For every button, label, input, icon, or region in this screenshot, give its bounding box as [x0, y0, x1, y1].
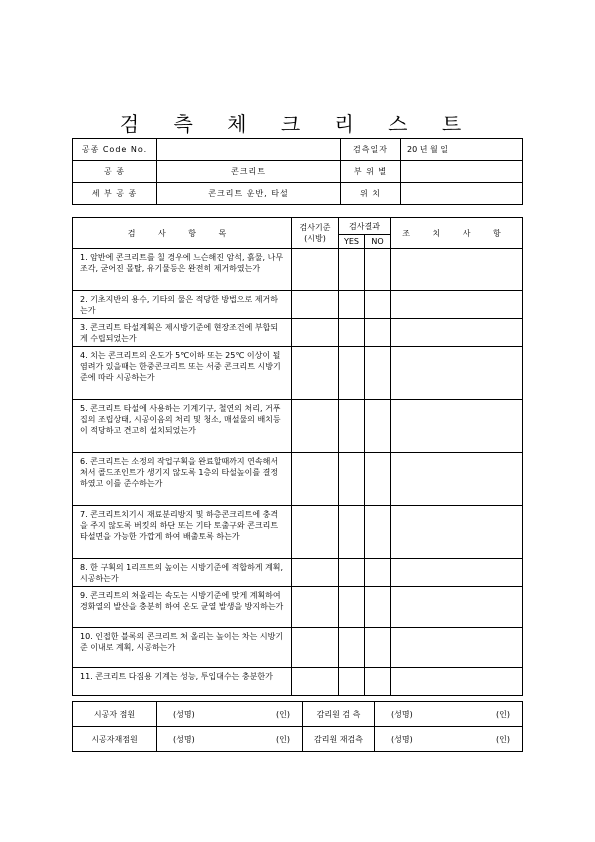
dept-field[interactable]	[401, 161, 523, 183]
no-cell[interactable]	[365, 249, 391, 291]
action-cell[interactable]	[391, 506, 523, 559]
basis-cell[interactable]	[292, 559, 339, 587]
supervisor-signature-field[interactable]	[375, 702, 523, 727]
basis-cell[interactable]	[292, 668, 339, 696]
supervisor-recheck-role: 감리원 재검측	[303, 727, 375, 752]
date-field[interactable]: 20 년 월 일	[401, 139, 523, 161]
seal-label: (인)	[496, 735, 510, 744]
supervisor-role: 감리원 검 측	[303, 702, 375, 727]
col-item-header: 검 사 항 목	[73, 218, 292, 249]
contractor-recheck-role: 시공자재점원	[73, 727, 157, 752]
col-basis-sub: (시방)	[304, 234, 326, 243]
action-cell[interactable]	[391, 628, 523, 668]
check-item: 3. 콘크리트 타설계획은 제시방기준에 현장조건에 부합되게 수립되었는가	[73, 319, 292, 347]
no-cell[interactable]	[365, 453, 391, 506]
type-field[interactable]: 콘크리트	[157, 161, 341, 183]
check-item: 10. 인접한 블록의 콘크리트 쳐 올리는 높이는 차는 시방기준 이내로 계획, 시공하는가	[73, 628, 292, 668]
seal-label: (인)	[496, 710, 510, 719]
supervisor-recheck-signature-field[interactable]	[375, 727, 523, 752]
dept-label: 부 위 별	[341, 161, 401, 183]
basis-cell[interactable]	[292, 249, 339, 291]
basis-cell[interactable]	[292, 628, 339, 668]
action-cell[interactable]	[391, 400, 523, 453]
yes-cell[interactable]	[339, 668, 365, 696]
check-item: 9. 콘크리트의 쳐올리는 속도는 시방기준에 맞게 계획하여 경화열의 발산을 충분히 하여 온도 균열 발생을 방지하는가	[73, 587, 292, 628]
col-result-header: 검사결과	[339, 218, 391, 235]
checklist-row	[73, 587, 523, 628]
checklist-row	[73, 668, 523, 696]
date-label: 검측일자	[341, 139, 401, 161]
yes-cell[interactable]	[339, 453, 365, 506]
basis-cell[interactable]	[292, 587, 339, 628]
basis-cell[interactable]	[292, 453, 339, 506]
checklist-row	[73, 506, 523, 559]
yes-cell[interactable]	[339, 319, 365, 347]
col-yes-header: YES	[339, 235, 365, 249]
checklist-row	[73, 319, 523, 347]
basis-cell[interactable]	[292, 347, 339, 400]
no-cell[interactable]	[365, 628, 391, 668]
col-action-header: 조 치 사 항	[391, 218, 523, 249]
checklist-row	[73, 249, 523, 291]
contractor-signature-field[interactable]	[157, 702, 303, 727]
basis-cell[interactable]	[292, 319, 339, 347]
location-field[interactable]	[401, 183, 523, 205]
check-item: 7. 콘크리트치기시 재료분리방지 및 하층콘크리트에 충격을 주지 않도록 버킷의 하단 또는 기타 토출구와 콘크리트 타설면을 가능한 가깝게 하여 배출토록 하는가	[73, 506, 292, 559]
code-label: 공종 Code No.	[73, 139, 157, 161]
check-item: 2. 기초지반의 용수, 기타의 물은 적당한 방법으로 제거하는가	[73, 291, 292, 319]
action-cell[interactable]	[391, 291, 523, 319]
yes-cell[interactable]	[339, 347, 365, 400]
no-cell[interactable]	[365, 347, 391, 400]
no-cell[interactable]	[365, 506, 391, 559]
checklist-row	[73, 453, 523, 506]
name-label: (성명)	[173, 734, 195, 744]
checklist-row	[73, 291, 523, 319]
action-cell[interactable]	[391, 559, 523, 587]
no-cell[interactable]	[365, 587, 391, 628]
code-field[interactable]	[157, 139, 341, 161]
col-basis-label: 검사기준	[299, 223, 331, 232]
yes-cell[interactable]	[339, 249, 365, 291]
check-item: 11. 콘크리트 다짐용 기계는 성능, 투입대수는 충분한가	[73, 668, 292, 696]
sub-type-label: 세 부 공 종	[73, 183, 157, 205]
check-item: 5. 콘크리트 타설에 사용하는 기계기구, 철연의 처리, 거푸집의 조립상태, 시공이음의 처리 및 청소, 매설물의 배치등이 적당하고 견고히 설치되었는가	[73, 400, 292, 453]
basis-cell[interactable]	[292, 400, 339, 453]
checklist-row	[73, 628, 523, 668]
no-cell[interactable]	[365, 559, 391, 587]
action-cell[interactable]	[391, 587, 523, 628]
check-item: 6. 콘크리트는 소정의 작업구획을 완료할때까지 연속해서 쳐서 콜드조인트가 생기지 않도록 1층의 타설높이를 결정하였고 이를 준수하는가	[73, 453, 292, 506]
yes-cell[interactable]	[339, 587, 365, 628]
seal-label: (인)	[276, 710, 290, 719]
contractor-role: 시공자 점원	[73, 702, 157, 727]
check-item: 8. 한 구획의 1리프트의 높이는 시방기준에 적합하게 계획, 시공하는가	[73, 559, 292, 587]
signature-table	[72, 701, 523, 752]
page-title: 검 측 체 크 리 스 트	[119, 112, 476, 136]
name-label: (성명)	[173, 709, 195, 719]
sub-type-field[interactable]: 콘크리트 운반, 타설	[157, 183, 341, 205]
yes-cell[interactable]	[339, 559, 365, 587]
no-cell[interactable]	[365, 400, 391, 453]
check-item: 4. 치는 콘크리트의 온도가 5℃이하 또는 25℃ 이상이 될 염려가 있을때는 한중콘크리트 또는 서중 콘크리트 시방기준에 따라 시공하는가	[73, 347, 292, 400]
col-basis-header	[292, 218, 339, 249]
checklist-row	[73, 400, 523, 453]
yes-cell[interactable]	[339, 628, 365, 668]
name-label: (성명)	[391, 734, 413, 744]
no-cell[interactable]	[365, 291, 391, 319]
no-cell[interactable]	[365, 319, 391, 347]
location-label: 위 치	[341, 183, 401, 205]
no-cell[interactable]	[365, 668, 391, 696]
basis-cell[interactable]	[292, 291, 339, 319]
action-cell[interactable]	[391, 319, 523, 347]
action-cell[interactable]	[391, 668, 523, 696]
yes-cell[interactable]	[339, 506, 365, 559]
name-label: (성명)	[391, 709, 413, 719]
action-cell[interactable]	[391, 347, 523, 400]
seal-label: (인)	[276, 735, 290, 744]
type-label: 공 종	[73, 161, 157, 183]
checklist-row	[73, 347, 523, 400]
yes-cell[interactable]	[339, 400, 365, 453]
action-cell[interactable]	[391, 249, 523, 291]
contractor-recheck-signature-field[interactable]	[157, 727, 303, 752]
col-no-header: NO	[365, 235, 391, 249]
basis-cell[interactable]	[292, 506, 339, 559]
checklist-row	[73, 559, 523, 587]
info-table	[72, 138, 523, 205]
yes-cell[interactable]	[339, 291, 365, 319]
action-cell[interactable]	[391, 453, 523, 506]
checklist-table	[72, 217, 523, 696]
check-item: 1. 암반에 콘크리트를 칠 경우에 느슨해진 암석, 흙물, 나무조각, 굳어진 몰탈, 유기물등은 완전히 제거하였는가	[73, 249, 292, 291]
